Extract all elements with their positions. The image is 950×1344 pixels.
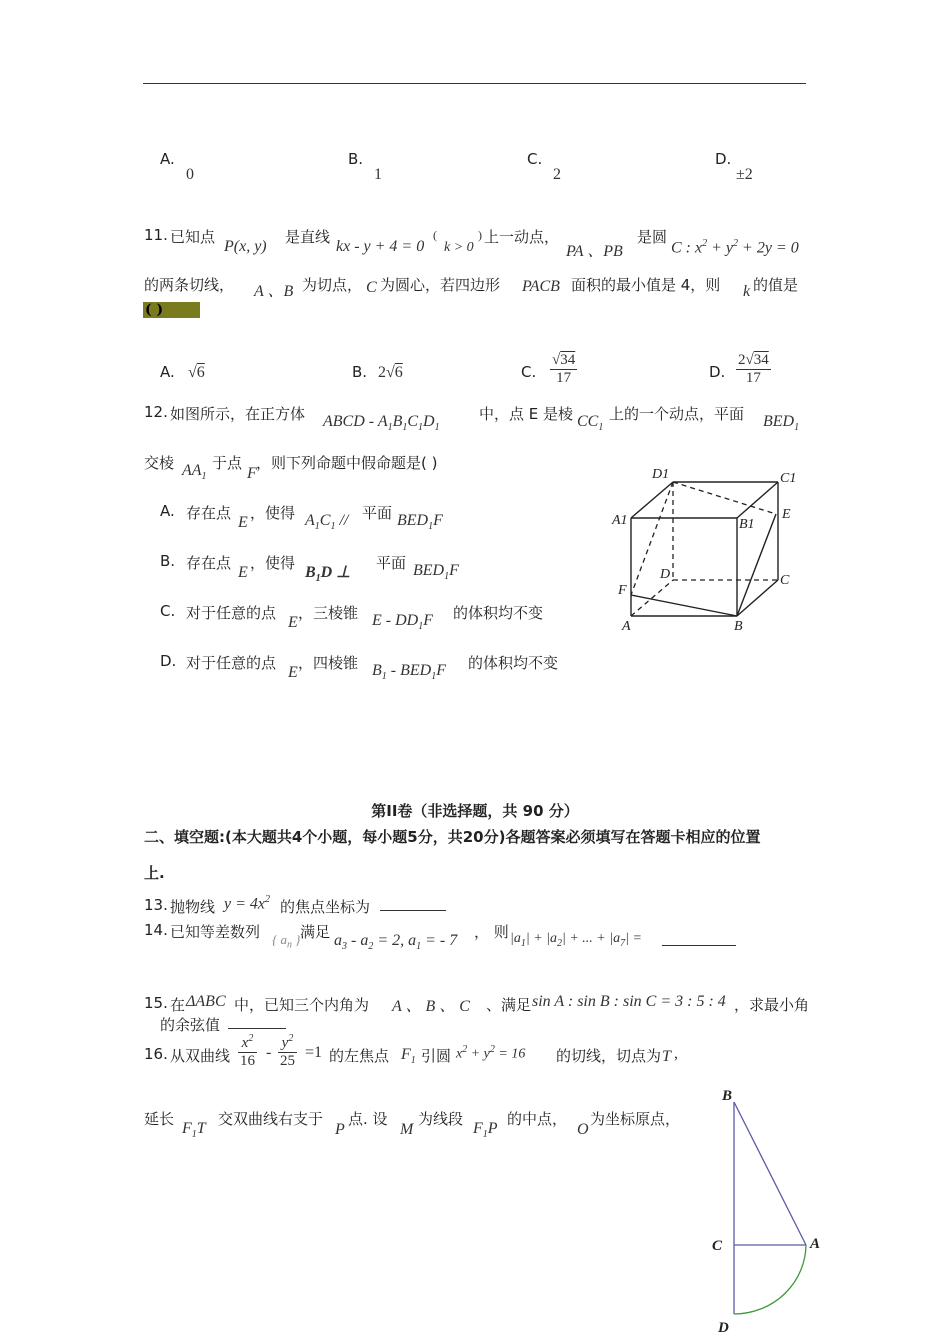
- math-parabola: $y = 4x^2$: [224, 894, 270, 913]
- math-sum: $|a_1| + |a_2|$ + ... + $|a_7|$ =: [510, 931, 642, 949]
- question-text: 的余弦值: [160, 1016, 221, 1034]
- math-a1c1: $A_1C_1$ //: [305, 512, 349, 533]
- math-f1t: $F_1T$: [182, 1120, 206, 1141]
- question-number: 16.: [144, 1045, 168, 1063]
- question-text: 上的一个动点，平面: [609, 405, 745, 423]
- question-text: 为切点，: [302, 276, 363, 294]
- question-text: 的焦点坐标为: [280, 898, 371, 916]
- question-text: 为线段: [418, 1110, 464, 1128]
- question-text: 点. 设: [348, 1110, 388, 1128]
- math-bed1f: $BED_1F$: [397, 512, 443, 533]
- math-angles: A 、 B 、 C: [392, 998, 470, 1015]
- label-c1: C1: [780, 471, 797, 486]
- option-text: 对于任意的点: [186, 604, 277, 622]
- option-label: A.: [160, 502, 175, 520]
- question-text: 上一动点，: [484, 228, 560, 246]
- option-label: D.: [709, 363, 726, 381]
- question-text: 中，已知三个内角为: [234, 996, 370, 1014]
- math-circle: $x^2 + y^2 = 16$: [456, 1044, 526, 1062]
- question-text: 为圆心，若四边形: [380, 276, 501, 294]
- question-text: ， 则: [474, 923, 509, 941]
- question-text: 的值是: [753, 276, 799, 294]
- label-e: E: [782, 507, 791, 522]
- triangle-arc-figure: [700, 1082, 840, 1340]
- question-text: ，求最小角: [734, 996, 810, 1014]
- label-d1: D1: [652, 467, 670, 482]
- question-text: 交棱: [144, 454, 175, 472]
- option-d-value: $\frac{2√34}{17}$: [738, 352, 769, 386]
- label-d: D: [718, 1320, 729, 1336]
- label-c: C: [712, 1238, 723, 1254]
- label-a1: A1: [612, 513, 628, 528]
- segment-ba: [734, 1102, 806, 1245]
- math-comma: ,: [674, 1045, 678, 1062]
- question-number: 15.: [144, 994, 168, 1012]
- question-number: 12.: [144, 403, 168, 421]
- option-label: B.: [348, 150, 364, 168]
- math-minus: -: [266, 1044, 272, 1061]
- cube-figure: [606, 460, 806, 635]
- math-paren: (: [433, 228, 437, 242]
- option-label: C.: [521, 363, 537, 381]
- math-k-cond: k > 0: [444, 240, 474, 255]
- option-label: D.: [715, 150, 732, 168]
- math-cc1: $CC_1$: [577, 413, 604, 434]
- question-text: 、满足: [486, 996, 532, 1014]
- question-text: 于点: [212, 454, 243, 472]
- option-text: 的体积均不变: [468, 654, 559, 672]
- question-text: 从双曲线: [170, 1047, 231, 1065]
- question-text: 引圆: [421, 1047, 452, 1065]
- question-number: 13.: [144, 896, 168, 914]
- label-f: F: [618, 583, 627, 598]
- question-number: 11.: [144, 226, 168, 244]
- option-text: 的体积均不变: [453, 604, 544, 622]
- question-text: 的切线，切点为: [556, 1047, 662, 1065]
- option-value: ±2: [736, 166, 753, 183]
- question-text: 抛物线: [170, 898, 216, 916]
- math-circle-eq: C : $x^2 + y^2 + 2y = 0$: [671, 238, 799, 257]
- question-text: 已知等差数列: [170, 923, 261, 941]
- option-text: ，使得: [250, 554, 296, 572]
- option-a-value: √6: [188, 364, 205, 381]
- option-label: A.: [160, 363, 175, 381]
- option-label: B.: [352, 363, 368, 381]
- section-heading: 二、填空题:(本大题共4个小题，每小题5分，共20分)各题答案必须填写在答题卡相应的位置: [144, 828, 761, 846]
- option-text: 存在点: [186, 504, 232, 522]
- math-b1d-perp: $B_1D$ ⊥: [305, 564, 351, 585]
- math-b1-bed1f: $B_1 - BED_1F$: [372, 662, 446, 683]
- option-value: 2: [553, 166, 561, 183]
- label-a: A: [810, 1236, 821, 1252]
- answer-blank[interactable]: [228, 1014, 286, 1029]
- question-text: 为坐标原点，: [590, 1110, 681, 1128]
- math-bed1f: $BED_1F$: [413, 562, 459, 583]
- math-paren: ): [478, 228, 482, 242]
- math-pacb: PACB: [522, 278, 560, 295]
- question-text: 的中点，: [507, 1110, 568, 1128]
- math-triangle: ΔABC: [186, 993, 226, 1010]
- option-text: ，四棱锥: [298, 654, 359, 672]
- option-text: ，三棱锥: [298, 604, 359, 622]
- question-text: 交双曲线右支于: [218, 1110, 324, 1128]
- math-condition: $a_3 - a_2 = 2$, $a_1$ = - 7: [334, 932, 458, 953]
- math-cube: ABCD - $A_1B_1C_1D_1$: [323, 413, 440, 434]
- math-line-eq: kx - y + 4 = 0: [336, 238, 425, 255]
- answer-paren-highlight: ( ): [143, 302, 200, 318]
- option-label: A.: [160, 150, 175, 168]
- option-b-value: 2√6: [378, 364, 403, 381]
- math-bed1: $BED_1$: [763, 413, 800, 434]
- question-text: ，则下列命题中假命题是( ): [256, 454, 438, 472]
- option-text: 对于任意的点: [186, 654, 277, 672]
- math-eq-1: =1: [305, 1044, 323, 1061]
- math-a-b: A 、B: [254, 283, 294, 300]
- option-text: 平面: [376, 554, 407, 572]
- math-f: F: [247, 465, 257, 482]
- math-f1p: $F_1P$: [473, 1120, 498, 1141]
- math-e: E: [238, 514, 248, 531]
- option-label: D.: [160, 652, 177, 670]
- question-text: 面积的最小值是 4，则: [571, 276, 721, 294]
- question-text: 已知点: [170, 228, 216, 246]
- question-number: 14.: [144, 921, 168, 939]
- math-m: M: [400, 1121, 414, 1138]
- question-text: 的两条切线，: [144, 276, 235, 294]
- label-b: B: [722, 1088, 733, 1104]
- section-heading-end: 上.: [144, 864, 165, 882]
- arc-ad: [734, 1245, 806, 1314]
- question-text: 的左焦点: [329, 1047, 390, 1065]
- math-point-p: P(x, y): [224, 238, 267, 255]
- question-text: 在: [170, 996, 186, 1014]
- math-an: { $a_n$ }: [272, 932, 301, 951]
- option-text: ，使得: [250, 504, 296, 522]
- math-p: P: [335, 1121, 345, 1138]
- answer-blank[interactable]: [380, 896, 446, 911]
- question-text: 中，点 E 是棱: [479, 405, 574, 423]
- question-text: 满足: [300, 923, 331, 941]
- option-value: 1: [374, 166, 382, 183]
- option-text: 存在点: [186, 554, 232, 572]
- edge-fb: [631, 595, 737, 616]
- math-t: T: [662, 1048, 671, 1065]
- label-b: B: [734, 619, 743, 634]
- label-a: A: [622, 619, 631, 634]
- option-label: C.: [527, 150, 543, 168]
- math-e: E: [288, 664, 298, 681]
- header-rule: [143, 83, 806, 84]
- math-k: k: [743, 283, 751, 300]
- option-c-value: $\frac{√34}{17}$: [552, 352, 576, 386]
- math-ratio: sin A : sin B : sin C = 3 : 5 : 4: [532, 993, 726, 1010]
- math-pa-pb: PA 、PB: [566, 243, 623, 260]
- math-e-dd1f: E - $DD_1F$: [372, 612, 433, 633]
- section-title: 第II卷（非选择题，共 90 分）: [371, 802, 579, 820]
- math-e: E: [238, 564, 248, 581]
- answer-blank[interactable]: [662, 931, 736, 946]
- math-aa1: $AA_1$: [182, 462, 207, 483]
- math-o: O: [577, 1121, 589, 1138]
- label-c: C: [780, 573, 790, 588]
- question-text: 延长: [144, 1110, 175, 1128]
- math-c: C: [366, 279, 377, 296]
- math-x2-16: $\frac{x^2}{16}$: [240, 1033, 255, 1069]
- math-e: E: [288, 614, 298, 631]
- question-text: 是直线: [285, 228, 331, 246]
- option-value: 0: [186, 166, 194, 183]
- label-d: D: [660, 567, 671, 582]
- option-label: C.: [160, 602, 176, 620]
- math-y2-25: $\frac{y^2}{25}$: [280, 1033, 295, 1069]
- option-label: B.: [160, 552, 176, 570]
- math-f1: $F_1$: [401, 1046, 416, 1067]
- option-text: 平面: [362, 504, 393, 522]
- question-text: 是圆: [637, 228, 668, 246]
- label-b1: B1: [739, 517, 755, 532]
- hidden-edge-ad: [631, 580, 673, 616]
- question-text: 如图所示，在正方体: [170, 405, 306, 423]
